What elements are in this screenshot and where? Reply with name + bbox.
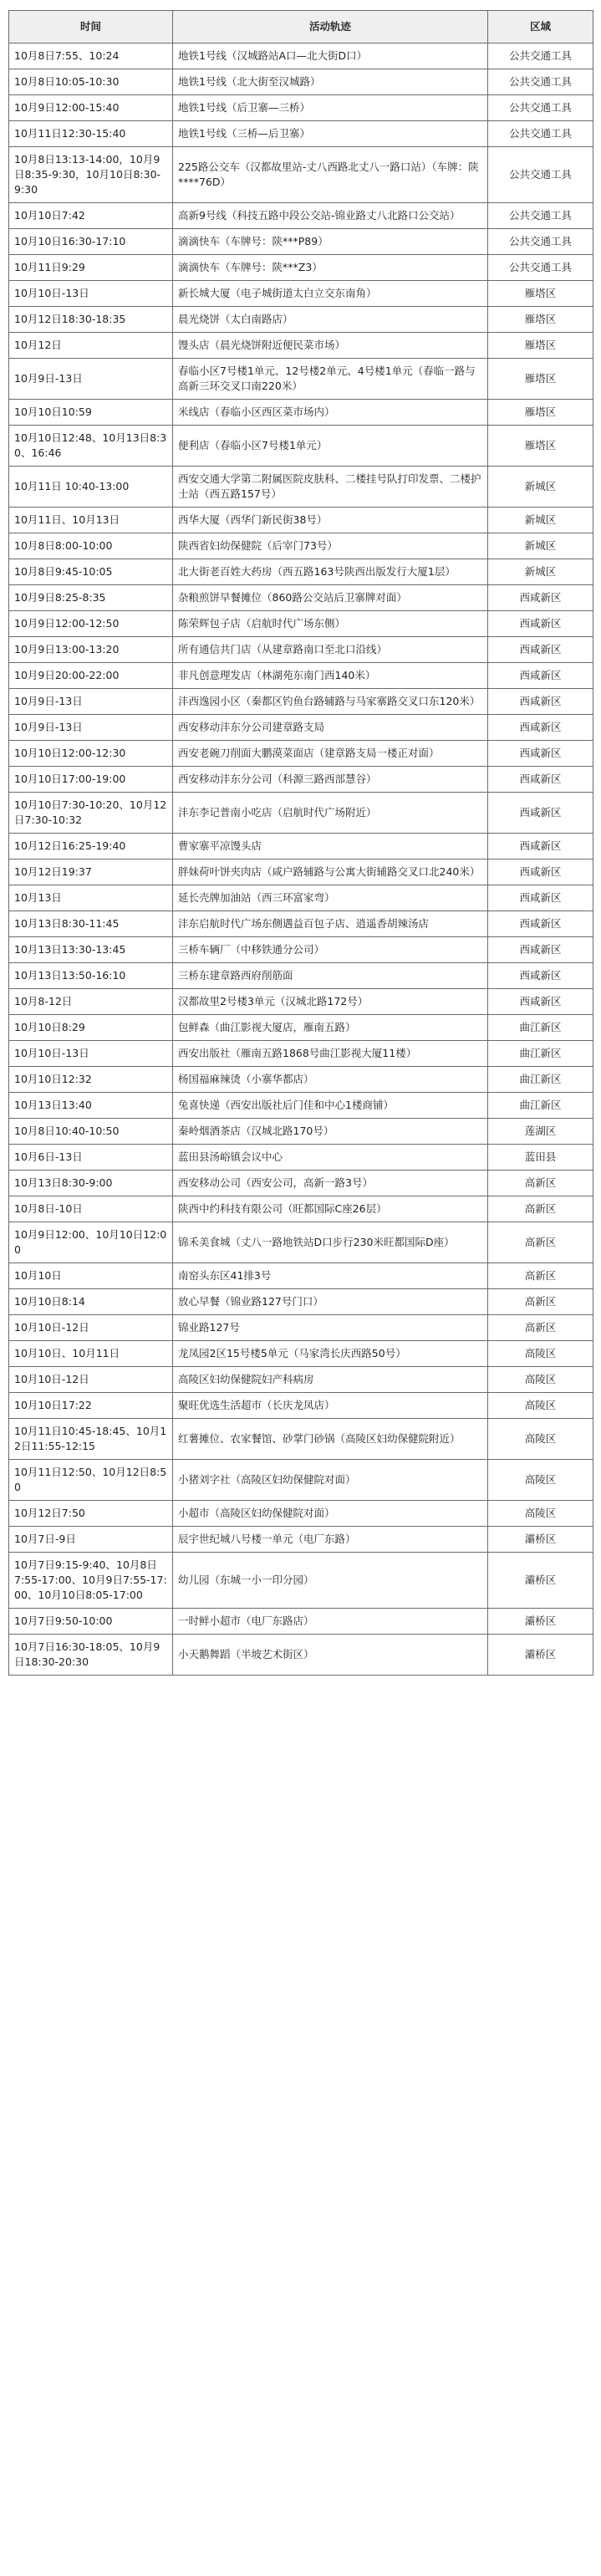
cell-time: 10月10日7:30-10:20、10月12日7:30-10:32 <box>9 793 173 834</box>
cell-district: 高陵区 <box>488 1419 593 1460</box>
cell-time: 10月10日12:00-12:30 <box>9 741 173 767</box>
cell-time: 10月8日7:55、10:24 <box>9 43 173 69</box>
cell-location: 龙凤园2区15号楼5单元（马家湾长庆西路50号） <box>173 1341 488 1367</box>
table-row <box>9 533 593 559</box>
cell-location: 滴滴快车（车牌号：陕***P89） <box>173 229 488 255</box>
cell-time: 10月10日、10月11日 <box>9 1341 173 1367</box>
cell-location: 锦业路127号 <box>173 1315 488 1341</box>
cell-location: 西安移动公司（西安公司，高新一路3号） <box>173 1171 488 1196</box>
cell-district: 西咸新区 <box>488 585 593 611</box>
cell-location: 便利店（春临小区7号楼1单元） <box>173 426 488 467</box>
cell-location: 西安移动沣东分公司建章路支局 <box>173 715 488 741</box>
cell-time: 10月9日-13日 <box>9 715 173 741</box>
cell-location: 陕西省妇幼保健院（后宰门73号） <box>173 533 488 559</box>
cell-district: 蓝田县 <box>488 1145 593 1171</box>
table-row <box>9 1367 593 1393</box>
table-row <box>9 1171 593 1196</box>
cell-district: 高新区 <box>488 1263 593 1289</box>
cell-time: 10月9日-13日 <box>9 689 173 715</box>
cell-time: 10月13日8:30-9:00 <box>9 1171 173 1196</box>
cell-location: 所有通信共门店（从建章路南口至北口沿线） <box>173 637 488 663</box>
cell-time: 10月8日10:40-10:50 <box>9 1119 173 1145</box>
cell-time: 10月10日 <box>9 1263 173 1289</box>
cell-location: 馒头店（晨光烧饼附近便民菜市场） <box>173 333 488 359</box>
header-district: 区域 <box>488 11 593 43</box>
cell-time: 10月10日10:59 <box>9 400 173 426</box>
cell-location: 杨国福麻辣烫（小寨华都店） <box>173 1067 488 1093</box>
table-row <box>9 1222 593 1263</box>
table-row <box>9 1341 593 1367</box>
cell-district: 高新区 <box>488 1315 593 1341</box>
cell-location: 锦禾美食城（丈八一路地铁站D口步行230米旺都国际D座） <box>173 1222 488 1263</box>
cell-time: 10月7日9:50-10:00 <box>9 1609 173 1635</box>
cell-location: 西安交通大学第二附属医院皮肤科、二楼挂号队打印发票、二楼护士站（西五路157号） <box>173 467 488 508</box>
cell-time: 10月11日12:50、10月12日8:50 <box>9 1460 173 1501</box>
table-row <box>9 203 593 229</box>
table-row <box>9 611 593 637</box>
table-row <box>9 834 593 860</box>
cell-time: 10月10日7:42 <box>9 203 173 229</box>
table-row <box>9 663 593 689</box>
cell-district: 灞桥区 <box>488 1609 593 1635</box>
cell-district: 雁塔区 <box>488 426 593 467</box>
cell-location: 小天鹅舞蹈（半坡艺术街区） <box>173 1635 488 1676</box>
table-row <box>9 715 593 741</box>
cell-district: 莲湖区 <box>488 1119 593 1145</box>
cell-district: 雁塔区 <box>488 333 593 359</box>
cell-time: 10月11日9:29 <box>9 255 173 281</box>
table-row <box>9 43 593 69</box>
table-row <box>9 1263 593 1289</box>
cell-district: 西咸新区 <box>488 715 593 741</box>
cell-location: 春临小区7号楼1单元、12号楼2单元、4号楼1单元（春临一路与高新三环交叉口南220米） <box>173 359 488 400</box>
cell-district: 灞桥区 <box>488 1553 593 1609</box>
cell-location: 西安出版社（雁南五路1868号曲江影视大厦11楼） <box>173 1041 488 1067</box>
table-row <box>9 637 593 663</box>
cell-time: 10月12日 <box>9 333 173 359</box>
table-row <box>9 689 593 715</box>
table-row <box>9 1419 593 1460</box>
cell-location: 汉都故里2号楼3单元（汉城北路172号） <box>173 989 488 1015</box>
table-row <box>9 121 593 147</box>
cell-time: 10月11日、10月13日 <box>9 508 173 533</box>
cell-district: 雁塔区 <box>488 359 593 400</box>
cell-location: 放心早餐（锦业路127号门口） <box>173 1289 488 1315</box>
cell-location: 地铁1号线（汉城路站A口—北大街D口） <box>173 43 488 69</box>
cell-time: 10月11日12:30-15:40 <box>9 121 173 147</box>
cell-time: 10月10日8:14 <box>9 1289 173 1315</box>
cell-location: 沣东启航时代广场东侧遇益百包子店、逍遥香胡辣汤店 <box>173 911 488 937</box>
cell-time: 10月13日13:30-13:45 <box>9 937 173 963</box>
cell-location: 幼儿园（东城一小一印分园） <box>173 1553 488 1609</box>
cell-time: 10月10日17:00-19:00 <box>9 767 173 793</box>
cell-time: 10月12日19:37 <box>9 860 173 885</box>
table-row <box>9 741 593 767</box>
cell-time: 10月10日-13日 <box>9 1041 173 1067</box>
table-row <box>9 1609 593 1635</box>
cell-district: 曲江新区 <box>488 1067 593 1093</box>
cell-district: 高陵区 <box>488 1501 593 1527</box>
cell-time: 10月8日10:05-10:30 <box>9 69 173 95</box>
cell-location: 小超市（高陵区妇幼保健院对面） <box>173 1501 488 1527</box>
cell-time: 10月12日16:25-19:40 <box>9 834 173 860</box>
cell-district: 西咸新区 <box>488 767 593 793</box>
cell-time: 10月7日-9日 <box>9 1527 173 1553</box>
cell-time: 10月11日 10:40-13:00 <box>9 467 173 508</box>
cell-location: 新长城大厦（电子城街道太白立交东南角） <box>173 281 488 307</box>
table-row <box>9 559 593 585</box>
cell-location: 地铁1号线（三桥—后卫寨） <box>173 121 488 147</box>
cell-location: 聚旺优选生活超市（长庆龙凤店） <box>173 1393 488 1419</box>
cell-district: 公共交通工具 <box>488 229 593 255</box>
table-row <box>9 860 593 885</box>
cell-time: 10月9日-13日 <box>9 359 173 400</box>
table-row <box>9 1501 593 1527</box>
table-row <box>9 1289 593 1315</box>
table-row <box>9 963 593 989</box>
cell-district: 雁塔区 <box>488 400 593 426</box>
cell-time: 10月10日-13日 <box>9 281 173 307</box>
cell-district: 高陵区 <box>488 1341 593 1367</box>
table-row <box>9 767 593 793</box>
cell-district: 曲江新区 <box>488 1093 593 1119</box>
cell-district: 高新区 <box>488 1222 593 1263</box>
cell-location: 胖妹荷叶饼夹肉店（咸户路辅路与公寓大街辅路交叉口北240米） <box>173 860 488 885</box>
cell-location: 225路公交车（汉都故里站-丈八西路北丈八一路口站）（车牌：陕****76D） <box>173 147 488 203</box>
cell-time: 10月13日 <box>9 885 173 911</box>
cell-location: 陕西中约科技有限公司（旺都国际C座26层） <box>173 1196 488 1222</box>
cell-location: 蓝田县汤峪镇会议中心 <box>173 1145 488 1171</box>
itinerary-table <box>8 10 593 1676</box>
cell-location: 西华大厦（西华门新民街38号） <box>173 508 488 533</box>
table-row <box>9 229 593 255</box>
cell-location: 秦岭烟酒茶店（汉城北路170号） <box>173 1119 488 1145</box>
table-row <box>9 1119 593 1145</box>
cell-district: 西咸新区 <box>488 963 593 989</box>
cell-location: 西安移动沣东分公司（科源三路西部慧谷） <box>173 767 488 793</box>
cell-time: 10月8日9:45-10:05 <box>9 559 173 585</box>
cell-time: 10月7日9:15-9:40、10月8日7:55-17:00、10月9日7:55-17:00、10月10日8:05-17:00 <box>9 1553 173 1609</box>
table-row <box>9 1041 593 1067</box>
table-row <box>9 95 593 121</box>
cell-location: 陈荣辉包子店（启航时代广场东侧） <box>173 611 488 637</box>
cell-time: 10月10日-12日 <box>9 1367 173 1393</box>
cell-district: 公共交通工具 <box>488 69 593 95</box>
table-row <box>9 281 593 307</box>
table-row <box>9 585 593 611</box>
cell-time: 10月13日13:40 <box>9 1093 173 1119</box>
cell-location: 高新9号线（科技五路中段公交站-锦业路丈八北路口公交站） <box>173 203 488 229</box>
table-row <box>9 69 593 95</box>
cell-district: 新城区 <box>488 467 593 508</box>
cell-district: 新城区 <box>488 559 593 585</box>
cell-district: 高陵区 <box>488 1393 593 1419</box>
cell-district: 西咸新区 <box>488 741 593 767</box>
table-row <box>9 1093 593 1119</box>
table-row <box>9 508 593 533</box>
table-row <box>9 1553 593 1609</box>
cell-district: 西咸新区 <box>488 860 593 885</box>
cell-time: 10月13日13:50-16:10 <box>9 963 173 989</box>
cell-time: 10月9日20:00-22:00 <box>9 663 173 689</box>
table-row <box>9 1460 593 1501</box>
cell-district: 曲江新区 <box>488 1015 593 1041</box>
cell-time: 10月10日8:29 <box>9 1015 173 1041</box>
cell-location: 小猪刘字社（高陵区妇幼保健院对面） <box>173 1460 488 1501</box>
cell-district: 新城区 <box>488 508 593 533</box>
cell-location: 沣东李记普南小吃店（启航时代广场附近） <box>173 793 488 834</box>
cell-time: 10月10日17:22 <box>9 1393 173 1419</box>
cell-district: 雁塔区 <box>488 281 593 307</box>
cell-location: 晨光烧饼（太白南路店） <box>173 307 488 333</box>
cell-district: 高新区 <box>488 1289 593 1315</box>
cell-location: 三桥东建章路西府削筋面 <box>173 963 488 989</box>
table-row <box>9 426 593 467</box>
cell-district: 西咸新区 <box>488 937 593 963</box>
cell-time: 10月9日13:00-13:20 <box>9 637 173 663</box>
cell-location: 滴滴快车（车牌号：陕***Z3） <box>173 255 488 281</box>
table-row <box>9 885 593 911</box>
cell-location: 辰宇世纪城八号楼一单元（电厂东路） <box>173 1527 488 1553</box>
cell-location: 西安老碗刀削面大鹏漠菜面店（建章路支局一楼正对面） <box>173 741 488 767</box>
cell-location: 沣西逸园小区（秦都区钓鱼台路辅路与马家寨路交叉口东120米） <box>173 689 488 715</box>
cell-district: 高陵区 <box>488 1367 593 1393</box>
cell-district: 西咸新区 <box>488 834 593 860</box>
header-location: 活动轨迹 <box>173 11 488 43</box>
cell-time: 10月9日12:00-12:50 <box>9 611 173 637</box>
cell-location: 非凡创意理发店（林湖苑东南门西140米） <box>173 663 488 689</box>
cell-district: 曲江新区 <box>488 1041 593 1067</box>
table-row <box>9 911 593 937</box>
table-row <box>9 1015 593 1041</box>
cell-location: 一时鲜小超市（电厂东路店） <box>173 1609 488 1635</box>
cell-district: 灞桥区 <box>488 1527 593 1553</box>
cell-location: 米线店（春临小区西区菜市场内） <box>173 400 488 426</box>
table-row <box>9 467 593 508</box>
table-row <box>9 1067 593 1093</box>
table-row <box>9 1196 593 1222</box>
cell-time: 10月11日10:45-18:45、10月12日11:55-12:15 <box>9 1419 173 1460</box>
table-row <box>9 1315 593 1341</box>
cell-location: 曹家寨平凉馒头店 <box>173 834 488 860</box>
table-row <box>9 307 593 333</box>
cell-location: 延长壳牌加油站（西三环富家弯） <box>173 885 488 911</box>
cell-district: 高新区 <box>488 1171 593 1196</box>
table-row <box>9 1145 593 1171</box>
cell-district: 西咸新区 <box>488 611 593 637</box>
cell-location: 三桥车辆厂（中移铁通分公司） <box>173 937 488 963</box>
table-row <box>9 359 593 400</box>
cell-time: 10月10日12:48、10月13日8:30、16:46 <box>9 426 173 467</box>
cell-location: 杂粮煎饼早餐摊位（860路公交站后卫寨牌对面） <box>173 585 488 611</box>
cell-district: 公共交通工具 <box>488 121 593 147</box>
cell-time: 10月10日-12日 <box>9 1315 173 1341</box>
cell-district: 公共交通工具 <box>488 43 593 69</box>
cell-district: 新城区 <box>488 533 593 559</box>
table-row <box>9 255 593 281</box>
table-body <box>9 43 593 1676</box>
table-row <box>9 989 593 1015</box>
cell-location: 高陵区妇幼保健院妇产科病房 <box>173 1367 488 1393</box>
cell-time: 10月7日16:30-18:05、10月9日18:30-20:30 <box>9 1635 173 1676</box>
cell-district: 西咸新区 <box>488 793 593 834</box>
cell-time: 10月9日12:00-15:40 <box>9 95 173 121</box>
cell-district: 公共交通工具 <box>488 203 593 229</box>
table-row <box>9 147 593 203</box>
cell-location: 兔喜快递（西安出版社后门佳和中心1楼商铺） <box>173 1093 488 1119</box>
header-time: 时间 <box>9 11 173 43</box>
cell-district: 公共交通工具 <box>488 147 593 203</box>
cell-time: 10月9日8:25-8:35 <box>9 585 173 611</box>
cell-location: 南窑头东区41排3号 <box>173 1263 488 1289</box>
cell-district: 雁塔区 <box>488 307 593 333</box>
table-row <box>9 1635 593 1676</box>
cell-district: 高新区 <box>488 1196 593 1222</box>
cell-location: 北大街老百姓大药房（西五路163号陕西出版发行大厦1层） <box>173 559 488 585</box>
cell-district: 公共交通工具 <box>488 255 593 281</box>
table-row <box>9 793 593 834</box>
cell-time: 10月6日-13日 <box>9 1145 173 1171</box>
cell-location: 地铁1号线（后卫寨—三桥） <box>173 95 488 121</box>
cell-location: 地铁1号线（北大街至汉城路） <box>173 69 488 95</box>
cell-district: 灞桥区 <box>488 1635 593 1676</box>
table-row <box>9 333 593 359</box>
table-row <box>9 400 593 426</box>
cell-district: 西咸新区 <box>488 637 593 663</box>
cell-location: 红薯摊位、农家餐馆、砂掌门砂锅（高陵区妇幼保健院附近） <box>173 1419 488 1460</box>
cell-time: 10月12日18:30-18:35 <box>9 307 173 333</box>
cell-time: 10月8-12日 <box>9 989 173 1015</box>
cell-time: 10月13日8:30-11:45 <box>9 911 173 937</box>
cell-time: 10月9日12:00、10月10日12:00 <box>9 1222 173 1263</box>
table-row <box>9 1527 593 1553</box>
cell-time: 10月8日8:00-10:00 <box>9 533 173 559</box>
cell-time: 10月10日12:32 <box>9 1067 173 1093</box>
table-row <box>9 1393 593 1419</box>
cell-time: 10月8日-10日 <box>9 1196 173 1222</box>
table-row <box>9 937 593 963</box>
cell-district: 高陵区 <box>488 1460 593 1501</box>
cell-district: 西咸新区 <box>488 885 593 911</box>
cell-time: 10月10日16:30-17:10 <box>9 229 173 255</box>
cell-location: 包鲜森（曲江影视大厦店，雁南五路） <box>173 1015 488 1041</box>
cell-district: 公共交通工具 <box>488 95 593 121</box>
cell-district: 西咸新区 <box>488 663 593 689</box>
table-header-row <box>9 11 593 43</box>
cell-district: 西咸新区 <box>488 689 593 715</box>
cell-time: 10月8日13:13-14:00，10月9日8:35-9:30，10月10日8:30-9:30 <box>9 147 173 203</box>
cell-district: 西咸新区 <box>488 989 593 1015</box>
cell-district: 西咸新区 <box>488 911 593 937</box>
cell-time: 10月12日7:50 <box>9 1501 173 1527</box>
